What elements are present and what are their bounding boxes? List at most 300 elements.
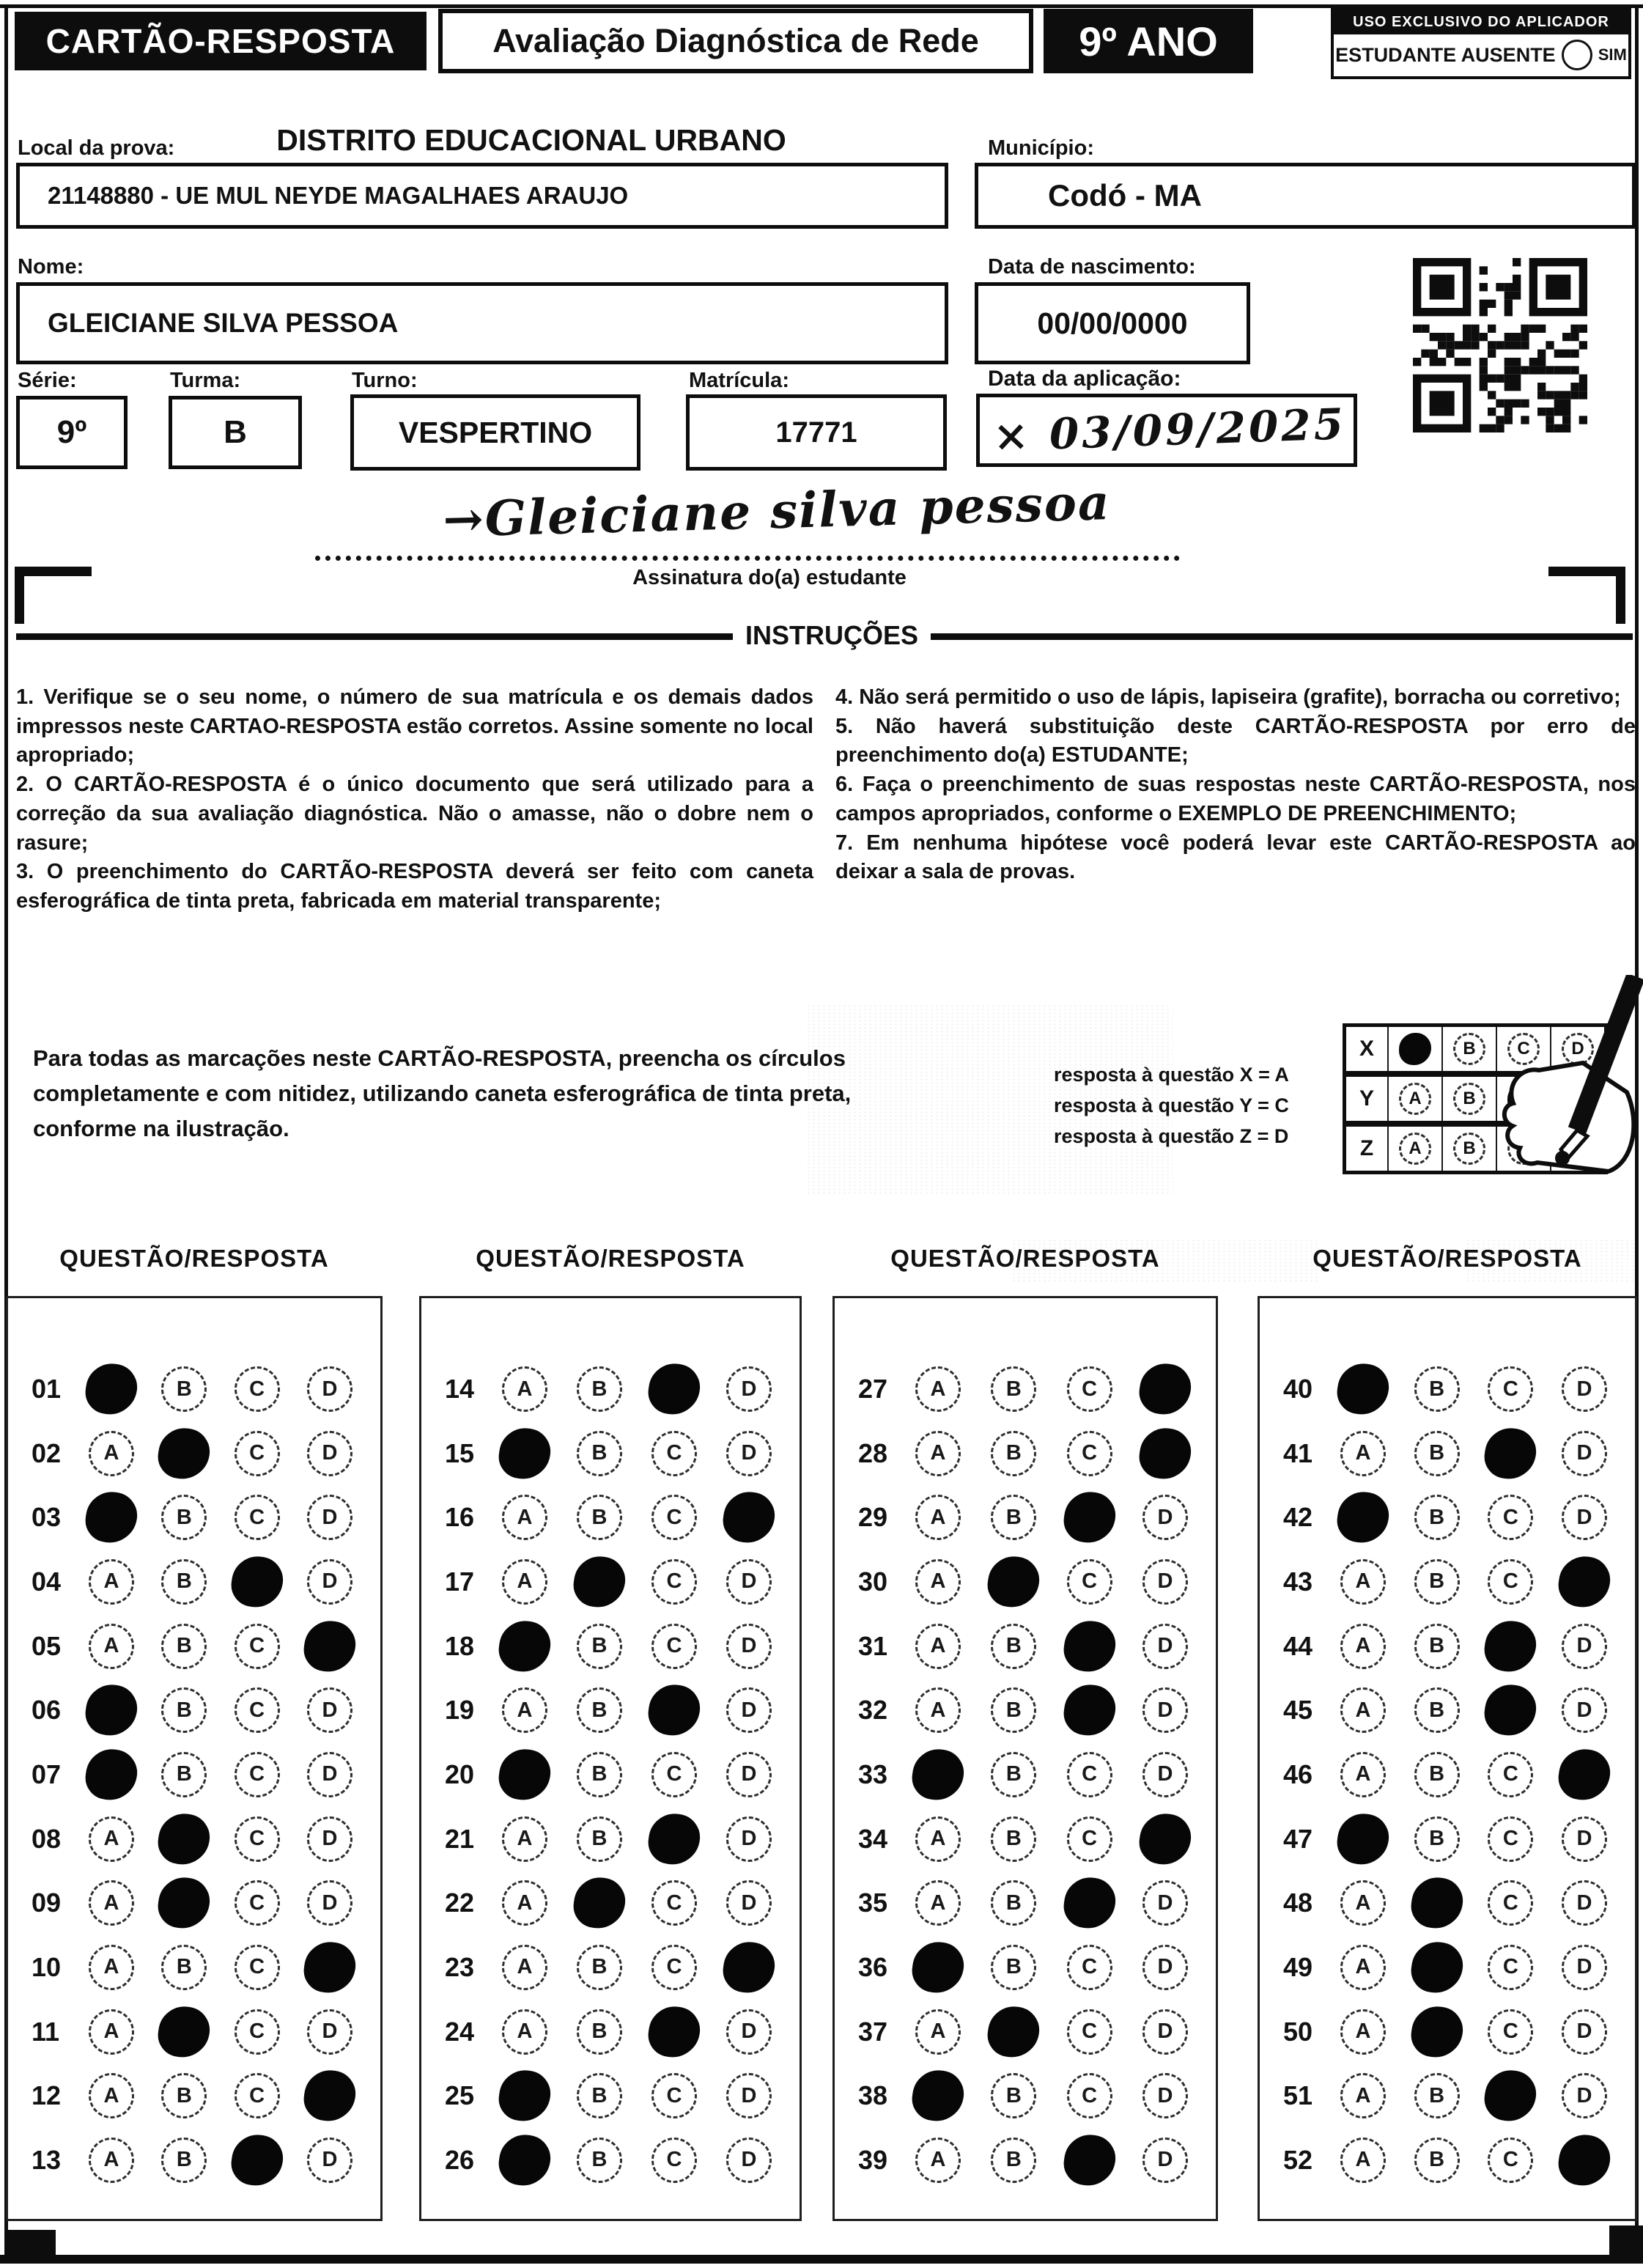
example-bubble-Y-A[interactable]: A [1399,1083,1431,1115]
example-bubble-X-D[interactable]: D [1562,1033,1594,1065]
bubble-42-B[interactable]: B [1414,1495,1460,1540]
bubble-50-B[interactable] [1408,2003,1465,2060]
bubble-08-B[interactable] [155,1810,213,1867]
bubble-06-A[interactable] [83,1682,140,1739]
bubble-36-C[interactable]: C [1067,1945,1112,1990]
bubble-38-D[interactable]: D [1142,2073,1188,2118]
bubble-19-B[interactable]: B [577,1687,622,1733]
bubble-41-D[interactable]: D [1562,1431,1607,1476]
instructions-title: INSTRUÇÕES [745,620,919,650]
bubble-43-A[interactable]: A [1340,1559,1386,1605]
bubble-19-A[interactable]: A [502,1687,547,1733]
instruction-item: 7. Em nenhuma hipótese você poderá levar este CARTÃO-RESPOSTA ao deixar a sala de provas. [835,831,1636,884]
bubble-27-C[interactable]: C [1067,1366,1112,1412]
bubble-41-A[interactable]: A [1340,1431,1386,1476]
bubble-01-C[interactable]: C [235,1366,280,1412]
bubble-13-B[interactable]: B [161,2138,207,2183]
question-number: 33 [858,1759,888,1789]
municipality-field [975,163,1636,229]
bubble-27-D[interactable] [1137,1361,1194,1418]
bubble-10-C[interactable]: C [235,1945,280,1990]
bubble-39-C[interactable] [1060,2132,1118,2189]
bubble-34-B[interactable]: B [991,1816,1036,1862]
bubble-05-B[interactable]: B [161,1624,207,1669]
bubble-26-D[interactable]: D [726,2138,772,2183]
registration-mark [1548,567,1625,576]
bubble-44-D[interactable]: D [1562,1624,1607,1669]
bubble-42-D[interactable]: D [1562,1495,1607,1540]
bubble-52-D[interactable] [1556,2132,1613,2189]
bubble-28-C[interactable]: C [1067,1431,1112,1476]
bubble-group [1340,1559,1635,1605]
bubble-45-B[interactable]: B [1414,1687,1460,1733]
answer-row-44 [1260,1623,1635,1670]
bubble-43-D[interactable] [1556,1553,1613,1610]
bubble-07-A[interactable] [83,1746,140,1803]
applicator-box [1331,7,1631,79]
bubble-08-D[interactable]: D [307,1816,352,1862]
bubble-08-C[interactable]: C [235,1816,280,1862]
bubble-03-C[interactable]: C [235,1495,280,1540]
bubble-30-B[interactable] [985,1553,1042,1610]
bubble-44-B[interactable]: B [1414,1624,1460,1669]
question-number: 49 [1283,1951,1313,1982]
bubble-51-A[interactable]: A [1340,2073,1386,2118]
bubble-29-B[interactable]: B [991,1495,1036,1540]
bubble-15-A[interactable] [496,1424,553,1481]
bubble-06-B[interactable]: B [161,1687,207,1733]
bubble-04-D[interactable]: D [307,1559,352,1605]
bubble-02-B[interactable] [155,1424,213,1481]
bubble-17-D[interactable]: D [726,1559,772,1605]
bubble-43-B[interactable]: B [1414,1559,1460,1605]
bubble-31-D[interactable]: D [1142,1624,1188,1669]
question-number: 30 [858,1566,888,1597]
example-bubble-X-A[interactable] [1399,1033,1431,1065]
question-number: 08 [32,1823,62,1854]
bubble-15-D[interactable]: D [726,1431,772,1476]
bubble-41-C[interactable] [1482,1424,1539,1481]
bubble-29-D[interactable]: D [1142,1495,1188,1540]
question-number: 44 [1283,1630,1313,1661]
bubble-20-C[interactable]: C [651,1752,697,1797]
bubble-52-C[interactable]: C [1488,2138,1533,2183]
bubble-21-C[interactable] [646,1810,703,1867]
bubble-19-C[interactable] [646,1682,703,1739]
bubble-group [89,1687,380,1733]
bubble-35-C[interactable] [1060,1874,1118,1932]
bubble-36-D[interactable]: D [1142,1945,1188,1990]
bubble-39-B[interactable]: B [991,2138,1036,2183]
bubble-05-A[interactable]: A [89,1624,134,1669]
bubble-47-B[interactable]: B [1414,1816,1460,1862]
bubble-51-D[interactable]: D [1562,2073,1607,2118]
bubble-24-C[interactable] [646,2003,703,2060]
answer-column-3 [832,1296,1218,2221]
example-bubble-X-C[interactable]: C [1507,1033,1540,1065]
bubble-group [502,1816,800,1862]
bubble-45-D[interactable]: D [1562,1687,1607,1733]
bubble-38-B[interactable]: B [991,2073,1036,2118]
bubble-22-B[interactable] [571,1874,628,1932]
bubble-group [89,2009,380,2055]
bubble-21-B[interactable]: B [577,1816,622,1862]
bubble-27-B[interactable]: B [991,1366,1036,1412]
bubble-29-A[interactable]: A [915,1495,961,1540]
bubble-03-D[interactable]: D [307,1495,352,1540]
local-label: Local da prova: [18,136,175,160]
bubble-48-C[interactable]: C [1488,1880,1533,1926]
bubble-29-C[interactable] [1060,1489,1118,1546]
bubble-45-C[interactable] [1482,1682,1539,1739]
bubble-07-C[interactable]: C [235,1752,280,1797]
bubble-28-B[interactable]: B [991,1431,1036,1476]
bubble-24-D[interactable]: D [726,2009,772,2055]
question-number: 22 [445,1888,475,1918]
bubble-31-A[interactable]: A [915,1624,961,1669]
instruction-item: 1. Verifique se o seu nome, o número de sua matrícula e os demais dados impressos neste CARTAO-RESPOSTA estão corretos. Assine somente no local apropriado; [16,685,813,767]
question-number: 35 [858,1888,888,1918]
bubble-20-D[interactable]: D [726,1752,772,1797]
bubble-22-D[interactable]: D [726,1880,772,1926]
bubble-11-A[interactable]: A [89,2009,134,2055]
serie-field [16,396,128,469]
bubble-18-C[interactable]: C [651,1624,697,1669]
bubble-03-A[interactable] [83,1489,140,1546]
bubble-38-C[interactable]: C [1067,2073,1112,2118]
bubble-46-D[interactable] [1556,1746,1613,1803]
bubble-11-B[interactable] [155,2003,213,2060]
question-number: 45 [1283,1695,1313,1726]
bubble-40-C[interactable]: C [1488,1366,1533,1412]
bubble-10-A[interactable]: A [89,1945,134,1990]
answer-row-02 [8,1430,380,1477]
bubble-42-C[interactable]: C [1488,1495,1533,1540]
bubble-41-B[interactable]: B [1414,1431,1460,1476]
bubble-40-D[interactable]: D [1562,1366,1607,1412]
bubble-35-B[interactable]: B [991,1880,1036,1926]
answer-row-42 [1260,1494,1635,1541]
bubble-47-A[interactable] [1334,1810,1392,1867]
bubble-26-A[interactable] [496,2132,553,2189]
bubble-40-B[interactable]: B [1414,1366,1460,1412]
bubble-30-C[interactable]: C [1067,1559,1112,1605]
bubble-17-A[interactable]: A [502,1559,547,1605]
bubble-50-A[interactable]: A [1340,2009,1386,2055]
bubble-37-C[interactable]: C [1067,2009,1112,2055]
application-date-handwriting: × 03/09/2025 [992,399,1348,462]
school-field [16,163,948,229]
absent-option-label: SIM [1598,45,1627,64]
bubble-33-D[interactable]: D [1142,1752,1188,1797]
bubble-25-B[interactable]: B [577,2073,622,2118]
bubble-18-B[interactable]: B [577,1624,622,1669]
bubble-34-D[interactable] [1137,1810,1194,1867]
bubble-11-C[interactable]: C [235,2009,280,2055]
bubble-32-A[interactable]: A [915,1687,961,1733]
bubble-group [89,1431,380,1476]
bubble-51-B[interactable]: B [1414,2073,1460,2118]
question-number: 41 [1283,1437,1313,1468]
bubble-52-A[interactable]: A [1340,2138,1386,2183]
bubble-31-C[interactable] [1060,1617,1118,1674]
bubble-14-C[interactable] [646,1361,703,1418]
bubble-04-B[interactable]: B [161,1559,207,1605]
question-number: 16 [445,1502,475,1533]
bubble-02-A[interactable]: A [89,1431,134,1476]
bubble-group [89,1880,380,1926]
bubble-01-D[interactable]: D [307,1366,352,1412]
bubble-24-B[interactable]: B [577,2009,622,2055]
bubble-14-A[interactable]: A [502,1366,547,1412]
bubble-33-C[interactable]: C [1067,1752,1112,1797]
serie-value: 9º [56,414,87,450]
bubble-18-D[interactable]: D [726,1624,772,1669]
bubble-37-B[interactable] [985,2003,1042,2060]
bubble-06-C[interactable]: C [235,1687,280,1733]
bubble-19-D[interactable]: D [726,1687,772,1733]
bubble-33-A[interactable] [909,1746,967,1803]
answer-row-34 [835,1816,1216,1863]
question-number: 14 [445,1374,475,1404]
answer-row-07 [8,1751,380,1798]
bubble-48-B[interactable] [1408,1874,1465,1932]
bubble-44-C[interactable] [1482,1617,1539,1674]
question-number: 34 [858,1823,888,1854]
bubble-30-A[interactable]: A [915,1559,961,1605]
bubble-13-D[interactable]: D [307,2138,352,2183]
bubble-28-A[interactable]: A [915,1431,961,1476]
bubble-group [915,1559,1216,1605]
bubble-12-C[interactable]: C [235,2073,280,2118]
bubble-21-A[interactable]: A [502,1816,547,1862]
bubble-group [1340,1687,1635,1733]
bubble-43-C[interactable]: C [1488,1559,1533,1605]
bubble-47-D[interactable]: D [1562,1816,1607,1862]
bubble-21-D[interactable]: D [726,1816,772,1862]
answer-row-14 [421,1366,800,1413]
question-number: 52 [1283,2144,1313,2175]
bubble-13-C[interactable] [228,2132,285,2189]
answer-row-21 [421,1816,800,1863]
bubble-23-D[interactable] [720,1939,778,1996]
instructions-left-column [16,683,813,916]
bubble-22-C[interactable]: C [651,1880,697,1926]
bubble-50-D[interactable]: D [1562,2009,1607,2055]
bubble-group [89,1816,380,1862]
bubble-14-D[interactable]: D [726,1366,772,1412]
bubble-49-A[interactable]: A [1340,1945,1386,1990]
bubble-16-A[interactable]: A [502,1495,547,1540]
bubble-46-A[interactable]: A [1340,1752,1386,1797]
question-number: 27 [858,1374,888,1404]
bubble-01-A[interactable] [83,1361,140,1418]
bubble-10-D[interactable] [301,1939,358,1996]
bubble-25-D[interactable]: D [726,2073,772,2118]
bubble-23-B[interactable]: B [577,1945,622,1990]
bubble-46-C[interactable]: C [1488,1752,1533,1797]
question-number: 29 [858,1502,888,1533]
bubble-11-D[interactable]: D [307,2009,352,2055]
bubble-06-D[interactable]: D [307,1687,352,1733]
example-bubble-X-B[interactable]: B [1453,1033,1485,1065]
bubble-38-A[interactable] [909,2067,967,2124]
bubble-35-A[interactable]: A [915,1880,961,1926]
bubble-group [89,1624,380,1669]
answer-row-26 [421,2137,800,2184]
bubble-08-A[interactable]: A [89,1816,134,1862]
bubble-49-C[interactable]: C [1488,1945,1533,1990]
answer-row-24 [421,2009,800,2055]
bubble-42-A[interactable] [1334,1489,1392,1546]
example-question-label: X [1346,1027,1387,1071]
bubble-02-C[interactable]: C [235,1431,280,1476]
bubble-group [502,2073,800,2118]
answer-row-23 [421,1944,800,1991]
bubble-24-A[interactable]: A [502,2009,547,2055]
example-bubble-Z-A[interactable]: A [1399,1133,1431,1165]
answer-row-28 [835,1430,1216,1477]
bubble-28-D[interactable] [1137,1424,1194,1481]
student-signature-handwriting: →Gleiciane silva pessoa [442,474,1112,548]
bubble-36-B[interactable]: B [991,1945,1036,1990]
question-number: 20 [445,1759,475,1789]
question-number: 05 [32,1630,62,1661]
pen-tip [1555,1151,1570,1166]
bubble-07-D[interactable]: D [307,1752,352,1797]
bubble-49-B[interactable] [1408,1939,1465,1996]
bubble-group [1340,1366,1635,1412]
bubble-50-C[interactable]: C [1488,2009,1533,2055]
bubble-04-C[interactable] [228,1553,285,1610]
answer-row-19 [421,1687,800,1734]
question-number: 38 [858,2080,888,2111]
bubble-05-C[interactable]: C [235,1624,280,1669]
bubble-26-C[interactable]: C [651,2138,697,2183]
bubble-15-B[interactable]: B [577,1431,622,1476]
absent-bubble[interactable] [1562,40,1592,70]
question-number: 19 [445,1695,475,1726]
bubble-36-A[interactable] [909,1939,967,1996]
bubble-group [1340,2073,1635,2118]
bubble-20-A[interactable] [496,1746,553,1803]
bubble-04-A[interactable]: A [89,1559,134,1605]
bubble-12-D[interactable] [301,2067,358,2124]
bubble-13-A[interactable]: A [89,2138,134,2183]
example-bubble-Z-B[interactable]: B [1453,1133,1485,1165]
bubble-09-A[interactable]: A [89,1880,134,1926]
answer-row-20 [421,1751,800,1798]
bubble-16-C[interactable]: C [651,1495,697,1540]
bubble-34-A[interactable]: A [915,1816,961,1862]
bubble-18-A[interactable] [496,1617,553,1674]
bubble-25-A[interactable] [496,2067,553,2124]
bubble-32-D[interactable]: D [1142,1687,1188,1733]
turno-label: Turno: [352,369,418,392]
bubble-45-A[interactable]: A [1340,1687,1386,1733]
bubble-47-C[interactable]: C [1488,1816,1533,1862]
bubble-09-D[interactable]: D [307,1880,352,1926]
bubble-34-C[interactable]: C [1067,1816,1112,1862]
answer-row-30 [835,1558,1216,1605]
bubble-07-B[interactable]: B [161,1752,207,1797]
bubble-44-A[interactable]: A [1340,1624,1386,1669]
example-cell [1387,1077,1441,1121]
answer-row-41 [1260,1430,1635,1477]
bubble-22-A[interactable]: A [502,1880,547,1926]
bubble-12-B[interactable]: B [161,2073,207,2118]
bubble-51-C[interactable] [1482,2067,1539,2124]
bubble-40-A[interactable] [1334,1361,1392,1418]
bubble-01-B[interactable]: B [161,1366,207,1412]
bubble-49-D[interactable]: D [1562,1945,1607,1990]
bubble-48-D[interactable]: D [1562,1880,1607,1926]
bubble-10-B[interactable]: B [161,1945,207,1990]
bubble-20-B[interactable]: B [577,1752,622,1797]
instruction-item: 2. O CARTÃO-RESPOSTA é o único documento que será utilizado para a correção da sua avaliação diagnóstica. Não o amasse, não o dobre nem o rasure; [16,773,813,855]
bubble-32-C[interactable] [1060,1682,1118,1739]
bubble-37-D[interactable]: D [1142,2009,1188,2055]
bubble-32-B[interactable]: B [991,1687,1036,1733]
bubble-14-B[interactable]: B [577,1366,622,1412]
bubble-12-A[interactable]: A [89,2073,134,2118]
bubble-25-C[interactable]: C [651,2073,697,2118]
bubble-35-D[interactable]: D [1142,1880,1188,1926]
question-number: 28 [858,1437,888,1468]
bubble-23-C[interactable]: C [651,1945,697,1990]
answer-column-1 [6,1296,383,2221]
bubble-group [1340,1624,1635,1669]
question-number: 02 [32,1437,62,1468]
bubble-17-B[interactable] [571,1553,628,1610]
bubble-48-A[interactable]: A [1340,1880,1386,1926]
bubble-15-C[interactable]: C [651,1431,697,1476]
bubble-26-B[interactable]: B [577,2138,622,2183]
bubble-52-B[interactable]: B [1414,2138,1460,2183]
bubble-33-B[interactable]: B [991,1752,1036,1797]
example-bubble-Y-B[interactable]: B [1453,1083,1485,1115]
bubble-39-A[interactable]: A [915,2138,961,2183]
bubble-37-A[interactable]: A [915,2009,961,2055]
bubble-group [89,2138,380,2183]
divider [16,633,733,640]
school-value: 21148880 - UE MUL NEYDE MAGALHAES ARAUJO [48,182,629,209]
question-number: 06 [32,1695,62,1726]
question-number: 32 [858,1695,888,1726]
bubble-31-B[interactable]: B [991,1624,1036,1669]
bubble-02-D[interactable]: D [307,1431,352,1476]
bubble-17-C[interactable]: C [651,1559,697,1605]
bubble-27-A[interactable]: A [915,1366,961,1412]
signature-line[interactable] [315,513,1180,561]
bubble-03-B[interactable]: B [161,1495,207,1540]
bubble-16-B[interactable]: B [577,1495,622,1540]
signature-label: Assinatura do(a) estudante [632,566,907,589]
bubble-09-B[interactable] [155,1874,213,1932]
answer-row-33 [835,1751,1216,1798]
answer-row-39 [835,2137,1216,2184]
bubble-39-D[interactable]: D [1142,2138,1188,2183]
bubble-30-D[interactable]: D [1142,1559,1188,1605]
bubble-group [89,1559,380,1605]
application-date-field[interactable] [976,394,1357,467]
answer-row-49 [1260,1944,1635,1991]
bubble-23-A[interactable]: A [502,1945,547,1990]
bubble-09-C[interactable]: C [235,1880,280,1926]
bubble-05-D[interactable] [301,1617,358,1674]
bubble-16-D[interactable] [720,1489,778,1546]
bubble-46-B[interactable]: B [1414,1752,1460,1797]
